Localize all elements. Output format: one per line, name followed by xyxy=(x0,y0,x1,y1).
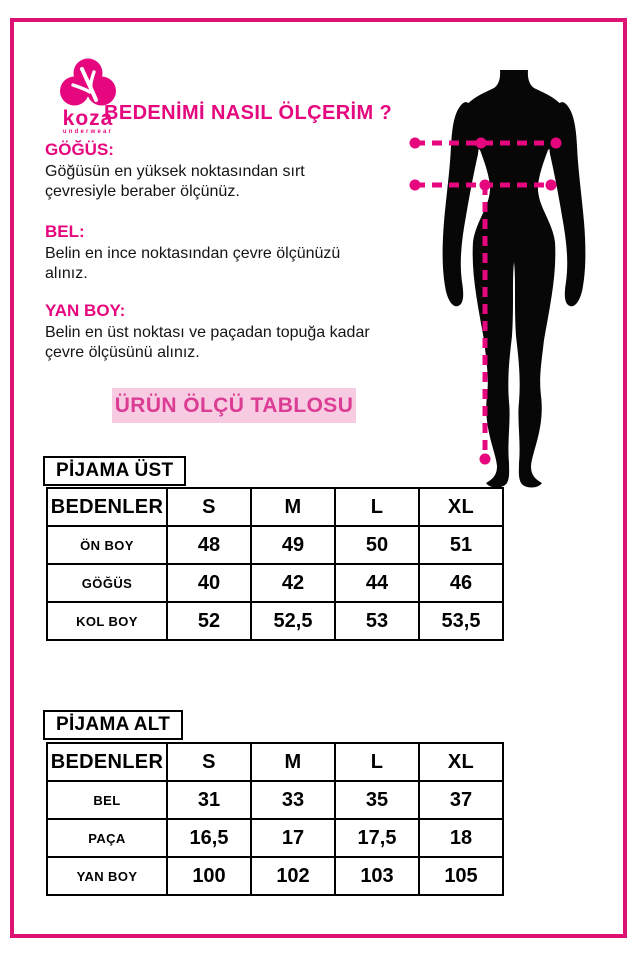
cell-value: 103 xyxy=(335,857,419,895)
cell-value: 52 xyxy=(167,602,251,640)
measure-label-bel: BEL: xyxy=(45,222,85,241)
measure-section-bel xyxy=(45,222,380,284)
measure-label-yan-boy: YAN BOY: xyxy=(45,301,126,320)
measure-section-gogus xyxy=(45,140,380,202)
column-header: BEDENLER xyxy=(47,743,167,781)
cell-value: 46 xyxy=(419,564,503,602)
cell-value: 40 xyxy=(167,564,251,602)
column-header: S xyxy=(167,743,251,781)
column-header: XL xyxy=(419,488,503,526)
header-row xyxy=(47,743,503,781)
size-table-banner: ÜRÜN ÖLÇÜ TABLOSU xyxy=(112,388,356,423)
cell-value: 17,5 xyxy=(335,819,419,857)
column-header: M xyxy=(251,743,335,781)
measure-label-gogus: GÖĞÜS: xyxy=(45,140,114,159)
measure-text-gogus: Göğüsün en yüksek noktasından sırt çevresiyle beraber ölçünüz. xyxy=(45,163,305,200)
cell-value: 49 xyxy=(251,526,335,564)
row-label: YAN BOY xyxy=(47,857,167,895)
pijama-alt-table xyxy=(46,742,504,896)
cell-value: 100 xyxy=(167,857,251,895)
measure-text-bel: Belin en ince noktasından çevre ölçünüzü alınız. xyxy=(45,245,341,282)
column-header: L xyxy=(335,488,419,526)
measure-text-yan-boy: Belin en üst noktası ve paçadan topuğa kadar çevre ölçüsünü alınız. xyxy=(45,324,370,361)
table-row xyxy=(47,857,503,895)
cell-value: 17 xyxy=(251,819,335,857)
row-label: KOL BOY xyxy=(47,602,167,640)
cell-value: 42 xyxy=(251,564,335,602)
cell-value: 53 xyxy=(335,602,419,640)
cell-value: 52,5 xyxy=(251,602,335,640)
table-title-pijama-ust: PİJAMA ÜST xyxy=(43,456,186,486)
row-label: PAÇA xyxy=(47,819,167,857)
table-title-pijama-alt: PİJAMA ALT xyxy=(43,710,183,740)
koza-flower-icon xyxy=(59,58,117,108)
column-header: XL xyxy=(419,743,503,781)
cell-value: 33 xyxy=(251,781,335,819)
cell-value: 18 xyxy=(419,819,503,857)
measure-section-yan-boy xyxy=(45,301,380,363)
cell-value: 53,5 xyxy=(419,602,503,640)
right-arm xyxy=(549,102,585,306)
pijama-ust-table xyxy=(46,487,504,641)
row-label: GÖĞÜS xyxy=(47,564,167,602)
brand-name: koza xyxy=(62,107,114,130)
row-label: ÖN BOY xyxy=(47,526,167,564)
cell-value: 50 xyxy=(335,526,419,564)
header-row xyxy=(47,488,503,526)
column-header: BEDENLER xyxy=(47,488,167,526)
cell-value: 35 xyxy=(335,781,419,819)
cell-value: 102 xyxy=(251,857,335,895)
column-header: L xyxy=(335,743,419,781)
left-arm xyxy=(443,102,479,306)
cell-value: 31 xyxy=(167,781,251,819)
column-header: M xyxy=(251,488,335,526)
table-row xyxy=(47,564,503,602)
female-body-silhouette xyxy=(406,54,628,494)
brand-subtitle: underwear xyxy=(62,129,114,135)
cell-value: 51 xyxy=(419,526,503,564)
page-title: BEDENİMİ NASIL ÖLÇERİM ? xyxy=(104,102,393,124)
cell-value: 48 xyxy=(167,526,251,564)
row-label: BEL xyxy=(47,781,167,819)
table-row xyxy=(47,819,503,857)
cell-value: 16,5 xyxy=(167,819,251,857)
cell-value: 105 xyxy=(419,857,503,895)
cell-value: 37 xyxy=(419,781,503,819)
table-row xyxy=(47,602,503,640)
table-row xyxy=(47,526,503,564)
column-header: S xyxy=(167,488,251,526)
cell-value: 44 xyxy=(335,564,419,602)
table-row xyxy=(47,781,503,819)
